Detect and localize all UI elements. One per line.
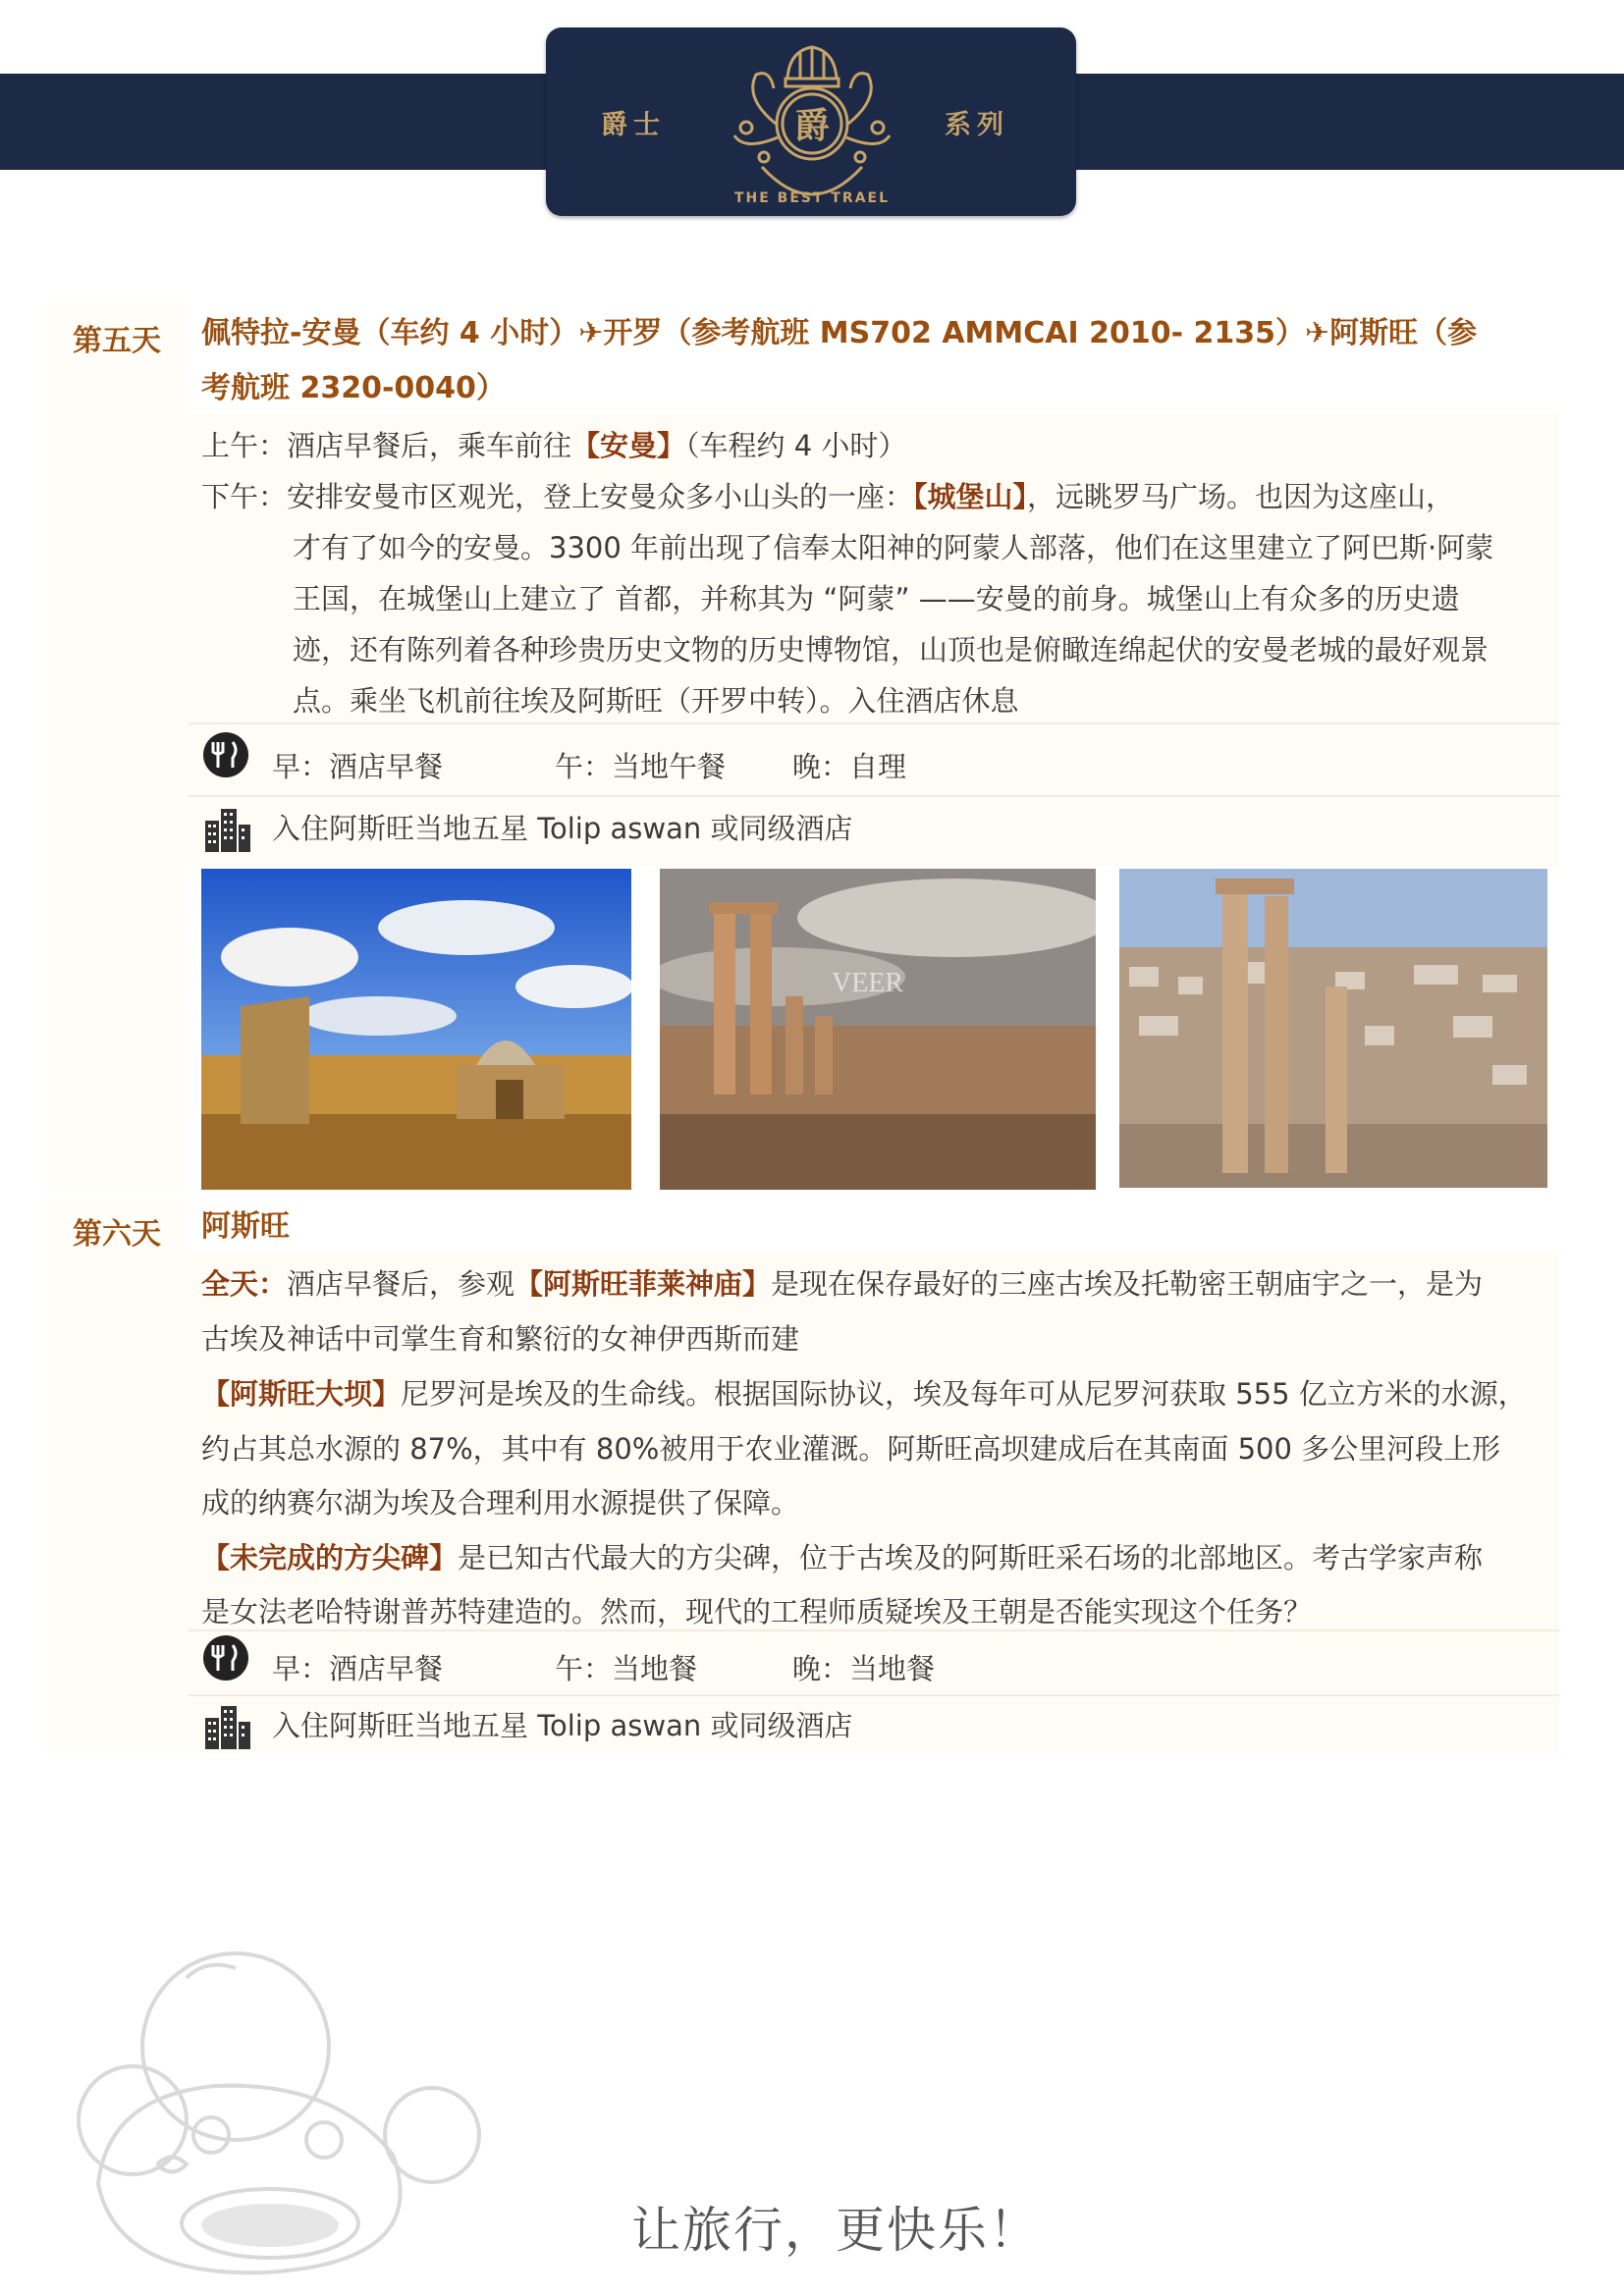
- day6-para3-line1: [201, 1540, 1483, 1575]
- day6-para2-text: 尼罗河是埃及的生命线。根据国际协议，埃及每年可从尼罗河获取 555 亿立方米的水源，: [401, 1377, 1527, 1411]
- day5-afternoon-line4: 迹，还有陈列着各种珍贵历史文物的历史博物馆，山顶也是俯瞰连绵起伏的安曼老城的最好观景: [293, 633, 1489, 667]
- hotel-icon: [203, 1704, 252, 1751]
- meal-icon: [201, 1633, 250, 1682]
- day6-para1-line2: 古埃及神话中司掌生育和繁衍的女神伊西斯而建: [201, 1322, 800, 1356]
- logo-character: 爵: [793, 106, 831, 146]
- day6-para1-suffix: 是现在保存最好的三座古埃及托勒密王朝庙宇之一，是为: [771, 1267, 1484, 1301]
- day6-para3-highlight: 【未完成的方尖碑】: [201, 1541, 459, 1575]
- day6-para2-line2: 约占其总水源的 87%，其中有 80%被用于农业灌溉。阿斯旺高坝建成后在其南面 500 多公里河段上形: [201, 1432, 1501, 1466]
- photo-temple-of-hercules: [660, 869, 1096, 1190]
- day6-para1-highlight: 【阿斯旺菲莱神庙】: [514, 1267, 772, 1301]
- day5-morning-prefix: 上午：酒店早餐后，乘车前往: [201, 429, 572, 462]
- header-left-label: 爵士: [601, 110, 666, 140]
- day5-title-line2: 考航班 2320-0040）: [201, 371, 506, 405]
- day5-afternoon-highlight: 【城堡山】: [913, 480, 1028, 513]
- day6-para1-text: 酒店早餐后，参观: [287, 1267, 515, 1301]
- footer-slogan: 让旅行，更快乐！: [631, 2202, 1040, 2259]
- day6-dinner: 晚：当地餐: [792, 1652, 936, 1685]
- day6-para2-highlight: 【阿斯旺大坝】: [201, 1377, 402, 1411]
- day5-dinner: 晚：自理: [792, 750, 907, 783]
- photo-watermark: VEER: [832, 968, 904, 998]
- day6-breakfast: 早：酒店早餐: [272, 1652, 444, 1685]
- day5-morning-text: [201, 428, 906, 463]
- day6-label: 第六天: [73, 1217, 161, 1252]
- day5-breakfast: 早：酒店早餐: [272, 750, 444, 783]
- day6-allday-prefix: 全天：: [201, 1267, 288, 1301]
- hotel-icon: [203, 807, 252, 854]
- day5-afternoon-suffix: ，远眺罗马广场。也因为这座山，: [1027, 480, 1455, 513]
- logo-text: THE BEST TRAEL: [733, 190, 891, 206]
- day5-title-line1: 佩特拉-安曼（车约 4 小时）✈开罗（参考航班 MS702 AMMCAI 2010- 2135）✈阿斯旺（参: [201, 316, 1478, 350]
- day5-afternoon-line3: 王国，在城堡山上建立了 首都，并称其为 “阿蒙” ——安曼的前身。城堡山上有众多的历史遗: [293, 582, 1460, 615]
- day5-afternoon-prefix: 下午：安排安曼市区观光，登上安曼众多小山头的一座：: [201, 480, 914, 513]
- day5-label: 第五天: [73, 324, 161, 358]
- day5-lunch: 午：当地午餐: [555, 750, 727, 783]
- brand-logo: [705, 29, 919, 216]
- day6-para3-line2: 是女法老哈特谢普苏特建造的。然而，现代的工程师质疑埃及王朝是否能实现这个任务？: [201, 1595, 1313, 1629]
- monkey-mascot-watermark: [39, 1939, 491, 2282]
- day5-afternoon-line1: [201, 479, 1454, 514]
- meal-icon: [201, 730, 250, 779]
- day6-para3-text: 是已知古代最大的方尖碑，位于古埃及的阿斯旺采石场的北部地区。考古学家声称: [458, 1541, 1484, 1575]
- day6-side-column: [46, 1196, 189, 1753]
- day5-afternoon-line5: 点。乘坐飞机前往埃及阿斯旺（开罗中转）。入住酒店休息: [293, 684, 1019, 718]
- day5-side-column: [46, 302, 189, 1193]
- day6-para2-line1: [201, 1376, 1527, 1412]
- day5-afternoon-line2: 才有了如今的安曼。3300 年前出现了信奉太阳神的阿蒙人部落，他们在这里建立了阿巴斯·阿蒙: [293, 531, 1494, 564]
- day5-morning-highlight: 【安曼】: [571, 429, 686, 462]
- day6-lunch: 午：当地餐: [555, 1652, 698, 1685]
- day6-title: 阿斯旺: [201, 1209, 290, 1244]
- day6-para1-line1: [201, 1266, 1483, 1302]
- photo-amman-columns-city: [1119, 869, 1547, 1188]
- day5-hotel: 入住阿斯旺当地五星 Tolip aswan 或同级酒店: [272, 812, 853, 845]
- day5-morning-suffix: （车程约 4 小时）: [685, 429, 907, 462]
- day6-hotel: 入住阿斯旺当地五星 Tolip aswan 或同级酒店: [272, 1709, 853, 1742]
- header-right-label: 系列: [945, 110, 1009, 140]
- day6-para2-line3: 成的纳赛尔湖为埃及合理利用水源提供了保障。: [201, 1486, 800, 1520]
- photo-amman-citadel-mosque: [201, 869, 631, 1190]
